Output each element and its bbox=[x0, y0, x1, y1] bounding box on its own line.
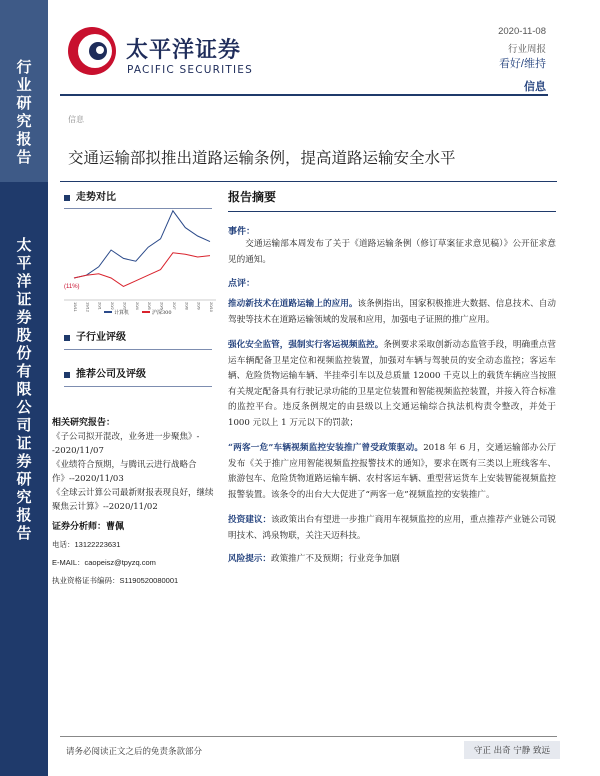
x-tick-label: 20/2 bbox=[110, 302, 116, 310]
event-label: 事件： bbox=[228, 227, 256, 237]
paragraph-body: 2018 年 6 月，交通运输部办公厅发布《关于推广应用智能视频监控报警技术的通知》，要求在既有三类以上班线客车、旅游包车、危险货物道路运输车辆、农村客运车辆、重型营运货车上安装智能视频监控报警装置。该条令的出台大大促进了“两客一危”视频监控的安装推广。 bbox=[228, 443, 556, 500]
y-tick-label: (11%) bbox=[64, 284, 80, 290]
x-tick-label: 20/9 bbox=[196, 302, 202, 310]
industry-category: 信息 bbox=[524, 81, 546, 93]
report-date: 2020-11-08 bbox=[498, 26, 546, 37]
footer-disclaimer[interactable]: 请务必阅读正文之后的免责条款部分 bbox=[66, 747, 203, 757]
footer-motto: 守正 出奇 宁静 致远 bbox=[464, 741, 560, 759]
industry-tag: 信息 bbox=[68, 115, 84, 124]
divider bbox=[64, 349, 212, 350]
risk-text: 政策推广不及预期；行业竞争加剧 bbox=[270, 554, 400, 564]
x-tick-label: 19/11 bbox=[73, 302, 78, 312]
risk-label: 风险提示： bbox=[228, 554, 271, 564]
advice-text: 该政策出台有望进一步推广商用车视频监控的应用，重点推荐产业链公司锐明技术、鸿泉物联，关注天迈科技。 bbox=[228, 515, 556, 541]
x-tick-label: 20/6 bbox=[159, 302, 165, 310]
bullet-square-icon bbox=[64, 372, 70, 378]
recommend-heading: 推荐公司及评级 bbox=[76, 369, 146, 380]
x-tick-label: 19/12 bbox=[85, 302, 91, 313]
subindustry-section bbox=[64, 328, 212, 350]
bullet-square-icon bbox=[64, 195, 70, 201]
main-column bbox=[228, 188, 556, 568]
series-line bbox=[74, 211, 210, 278]
paragraph-body: 条例要求采取创新动态监管手段，明确重点营运车辆配备卫星定位和视频监控装置，加强对车辆与驾驶员的安全动态监控；客运车辆、危险货物运输车辆、半挂牵引车以及总质量 12000 千克以上的载货车辆应当按照有关规定配备具有行驶记录功能的卫星定位装置和智能视频监控装置，并接入符合标准的监控平台。违反条例规定的由县级以上交通运输综合执法机构责令整改，并处于 1000 元以上 1 万元以下的罚款； bbox=[228, 340, 556, 428]
header-divider bbox=[60, 94, 548, 96]
report-title: 交通运输部拟推出道路运输条例，提高道路运输安全水平 bbox=[68, 149, 456, 167]
trend-heading: 走势对比 bbox=[64, 188, 212, 203]
paragraph-tech bbox=[228, 297, 556, 328]
company-logo-icon bbox=[66, 25, 118, 77]
paragraph-lead: 推动新技术在道路运输上的应用。 bbox=[228, 299, 358, 309]
paragraph-safety bbox=[228, 338, 556, 431]
logo-chinese-name: 太平洋证券 bbox=[126, 38, 242, 63]
x-tick-label: 20/10 bbox=[209, 302, 214, 313]
x-tick-label: 20/4 bbox=[134, 302, 140, 310]
comment-label: 点评： bbox=[228, 279, 256, 289]
advice-label: 投资建议： bbox=[228, 515, 272, 525]
industry-rating: 看好/维持 bbox=[498, 58, 546, 70]
related-heading: 相关研究报告： bbox=[52, 418, 116, 428]
analyst-name: 证券分析师：曹佩 bbox=[52, 522, 125, 532]
recommend-section bbox=[64, 365, 212, 387]
bullet-square-icon bbox=[64, 335, 70, 341]
x-tick-label: 20/5 bbox=[147, 302, 153, 310]
divider bbox=[228, 211, 556, 212]
related-item[interactable]: 《子公司拟开混改，业务进一步聚焦》--2020/11/07 bbox=[52, 432, 200, 456]
report-type: 行业周报 bbox=[507, 44, 546, 55]
risk-warning bbox=[228, 552, 556, 568]
footer-divider bbox=[60, 736, 557, 737]
report-category-vertical: 行业研究报告 bbox=[16, 58, 32, 166]
paragraph-lead: 强化安全监管，强制实行客运视频监控。 bbox=[228, 340, 384, 350]
analyst-email[interactable]: E-MAIL：caopeisz@tpyzq.com bbox=[52, 558, 156, 567]
paragraph-body: 该条例指出，国家积极推进大数据、信息技术、自动驾驶等技术在道路运输领域的发展和应用，加强电子证照的推广应用。 bbox=[228, 299, 556, 325]
x-tick-label: 20/7 bbox=[171, 302, 177, 310]
related-reports bbox=[52, 416, 216, 588]
legend-label: 沪深300 bbox=[152, 310, 172, 316]
related-item[interactable]: 《全球云计算公司最新财报表现良好，继续聚焦云计算》--2020/11/02 bbox=[52, 488, 214, 512]
title-rule bbox=[60, 181, 557, 182]
subindustry-heading: 子行业评级 bbox=[76, 332, 126, 343]
x-tick-label: 20/8 bbox=[184, 302, 190, 310]
analyst-phone: 电话：13122223631 bbox=[52, 540, 121, 549]
paragraph-lead: “两客一危”车辆视频监控安装推广曾受政策驱动。 bbox=[228, 443, 424, 453]
company-name-vertical: 太平洋证券股份有限公司证券研究报告 bbox=[16, 236, 32, 542]
logo-english-name: PACIFIC SECURITIES bbox=[127, 64, 254, 76]
x-tick-label: 20/3 bbox=[122, 302, 128, 310]
related-item[interactable]: 《业绩符合预期，与腾讯云进行战略合作》--2020/11/03 bbox=[52, 460, 197, 484]
investment-advice bbox=[228, 513, 556, 544]
paragraph-policy bbox=[228, 441, 556, 503]
trend-chart bbox=[64, 204, 216, 316]
analyst-license: 执业资格证书编码：S1190520080001 bbox=[52, 576, 179, 585]
x-tick-label: 20/1 bbox=[97, 302, 103, 310]
legend-label: 计算机 bbox=[114, 310, 130, 316]
divider bbox=[64, 386, 212, 387]
event-text: 交通运输部本周发布了关于《道路运输条例（修订草案征求意见稿）》公开征求意见的通知。 bbox=[228, 239, 556, 265]
summary-heading: 报告摘要 bbox=[228, 190, 277, 204]
